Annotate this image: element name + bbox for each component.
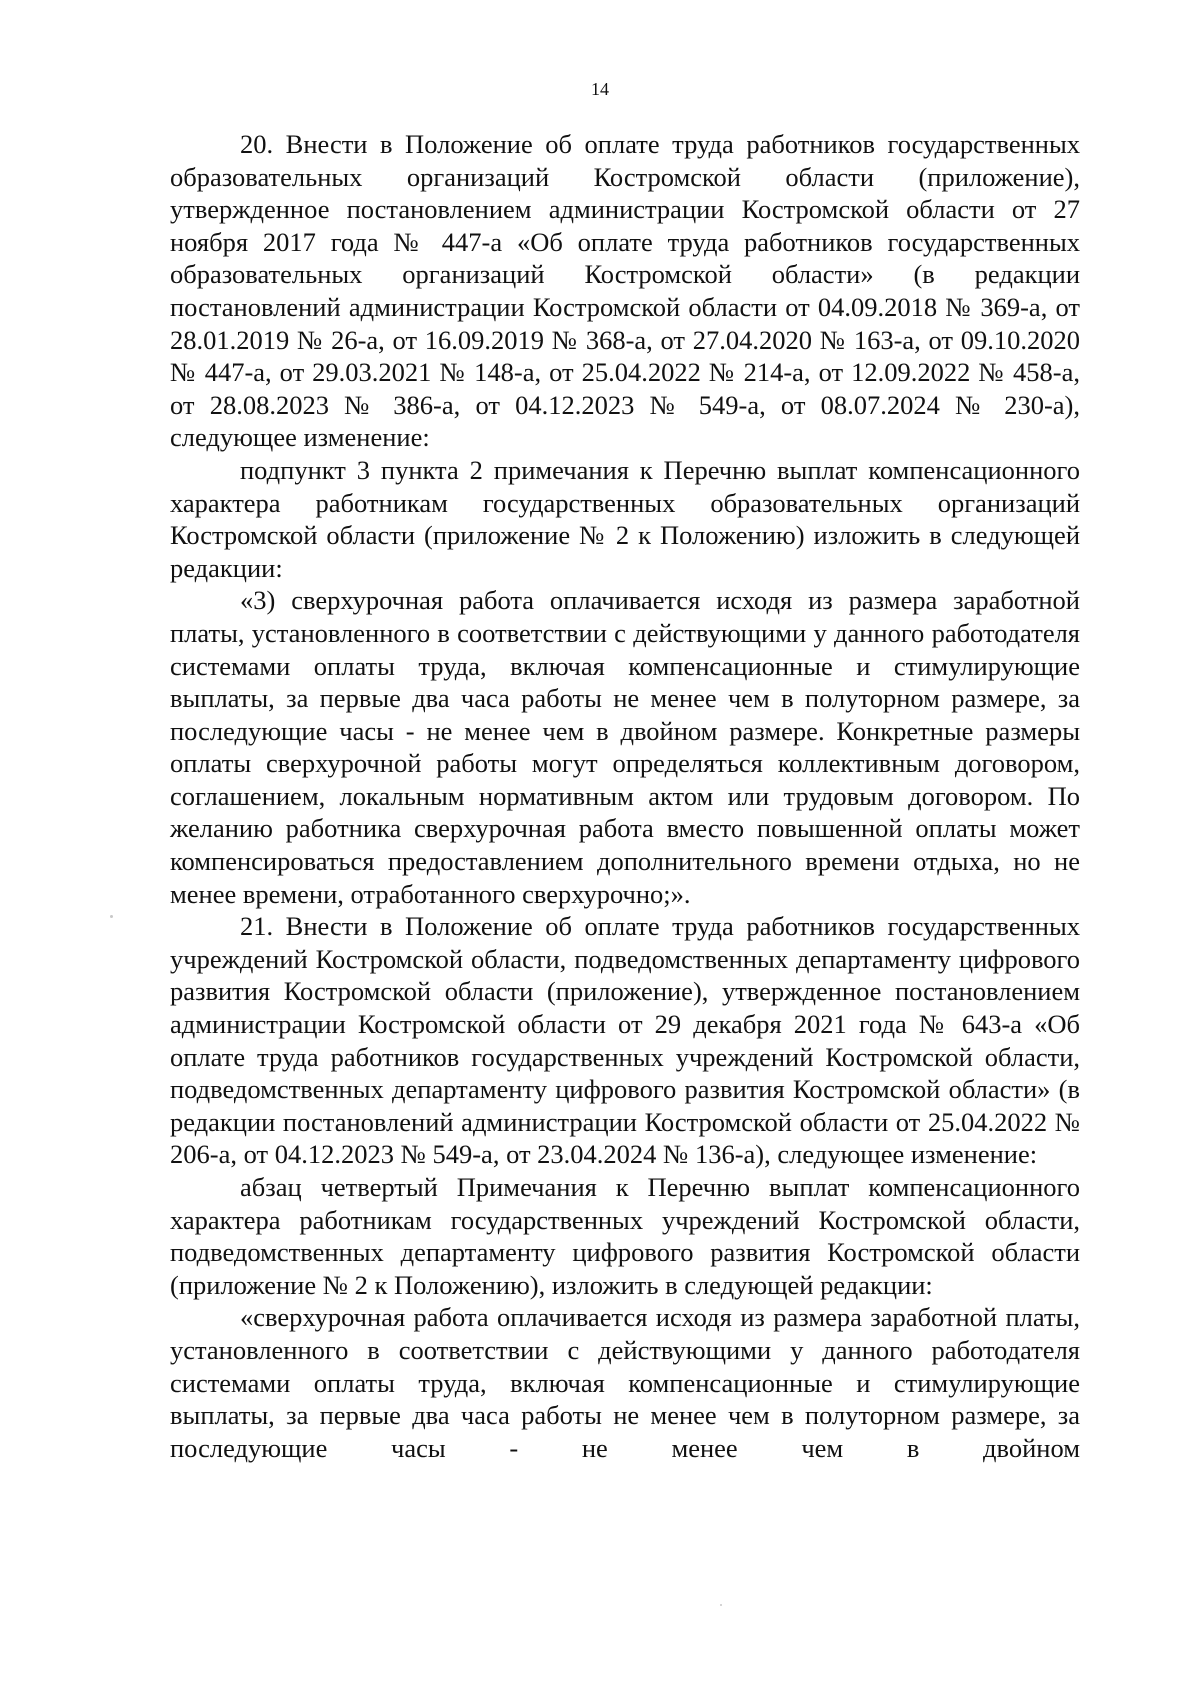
paragraph-subitem-3: подпункт 3 пункта 2 примечания к Перечню выплат компенсационного характера работникам государственных образовательных организаций Костромской области (приложение № 2 к Положению) изложить в следующей редакции: [170,454,1080,583]
scan-dot-mark [110,915,113,918]
document-body [170,128,1080,1464]
paragraph-quoted-text-overtime: «сверхурочная работа оплачивается исходя из размера заработной платы, установленного в соответствии с действующими у данного работодателя системами оплаты труда, включая компенсационные и стимулирующие выплаты, за первые два часа работы не менее чем в полуторном размере, за последующие часы - не менее чем в двойном [170,1302,1080,1463]
paragraph-item-21: 21. Внести в Положение об оплате труда работников государственных учреждений Костромской области, подведомственных департаменту цифрового развития Костромской области (приложение), утвержденное постановлением администрации Костромской области от 29 декабря 2021 года № 643-а «Об оплате труда работников государственных учреждений Костромской области, подведомственных департаменту цифрового развития Костромской области» (в редакции постановлений администрации Костромской области от 25.04.2022 № 206-а, от 04.12.2023 № 549-а, от 23.04.2024 № 136-а), следующее изменение: [170,911,1080,1170]
scan-dot-mark [720,1604,722,1606]
paragraph-item-20: 20. Внести в Положение об оплате труда работников государственных образовательных организаций Костромской области (приложение), утвержденное постановлением администрации Костромской области от 27 ноября 2017 года № 447-а «Об оплате труда работников государственных образовательных организаций Костромской области» (в редакции постановлений администрации Костромской области от 04.09.2018 № 369-а, от 28.01.2019 № 26-а, от 16.09.2019 № 368-а, от 27.04.2020 № 163-а, от 09.10.2020 № 447-а, от 29.03.2021 № 148-а, от 25.04.2022 № 214-а, от 12.09.2022 № 458-а, от 28.08.2023 № 386-а, от 04.12.2023 № 549-а, от 08.07.2024 № 230-а), следующее изменение: [170,129,1080,453]
paragraph-abzac-4: абзац четвертый Примечания к Перечню выплат компенсационного характера работникам государственных учреждений Костромской области, подведомственных департаменту цифрового развития Костромской области (приложение № 2 к Положению), изложить в следующей редакции: [170,1172,1080,1300]
paragraph-quoted-text-3: «3) сверхурочная работа оплачивается исходя из размера заработной платы, установленного в соответствии с действующими у данного работодателя системами оплаты труда, включая компенсационные и стимулирующие выплаты, за первые два часа работы не менее чем в полуторном размере, за последующие часы - не менее чем в двойном размере. Конкретные размеры оплаты сверхурочной работы могут определяться коллективным договором, соглашением, локальным нормативным актом или трудовым договором. По желанию работника сверхурочная работа вместо повышенной оплаты может компенсироваться предоставлением дополнительного времени отдыха, но не менее времени, отработанного сверхурочно;». [170,585,1080,909]
page-number: 14 [591,79,609,99]
